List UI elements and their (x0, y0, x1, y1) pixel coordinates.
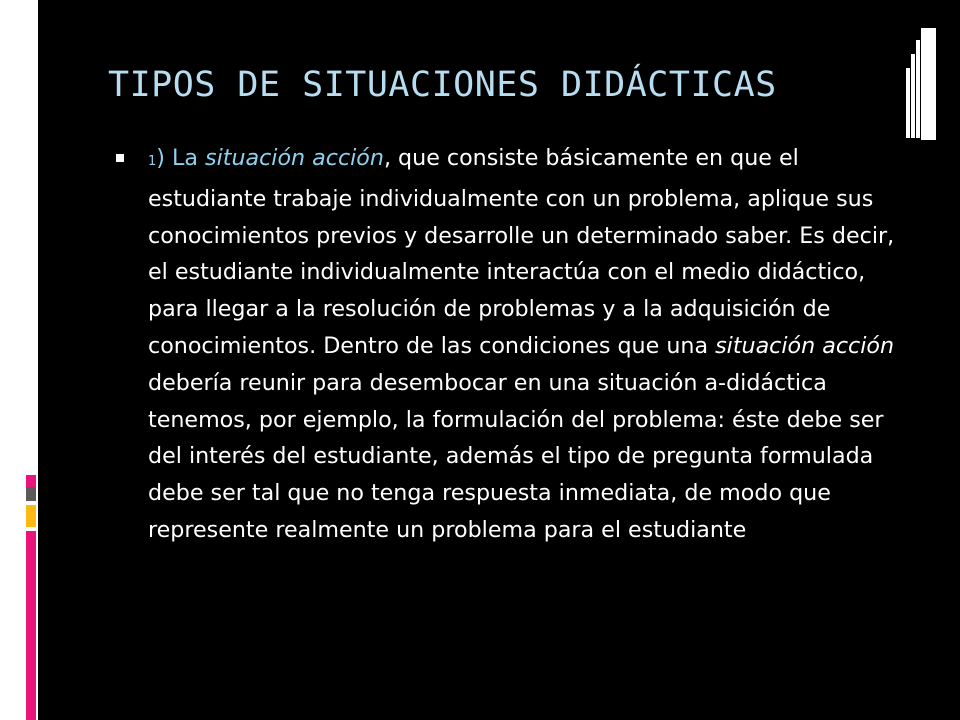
item-lead: La (164, 145, 206, 171)
item-number: 1 (148, 154, 157, 169)
pink-stripe-bottom (26, 531, 36, 720)
body-text: , que consiste básicamente en que el estudiante trabaje individualmente con un problema, aplique sus conocimientos previos y desarrolle un determinado saber. Es decir, el estudiante individualmente interactúa con el medio didáctico, para llegar a la resolución de problemas y a la adquisición de conocimientos. Dentro de las condiciones que una (148, 145, 895, 359)
gray-stripe (26, 487, 36, 501)
emphasized-term-2: situación acción (715, 332, 895, 359)
yellow-stripe (26, 505, 36, 527)
list-item (108, 140, 898, 549)
square-bullet-icon (116, 154, 124, 162)
body-text-2: debería reunir para desembocar en una situación a-didáctica tenemos, por ejemplo, la formulación del problema: éste debe ser del interés del estudiante, además el tipo de pregunta formulada debe ser tal que no tenga respuesta inmediata, de modo que represente realmente un problema para el estudiante (148, 369, 884, 543)
bullet-list (108, 140, 898, 549)
stacked-pages-icon (902, 28, 936, 140)
emphasized-term: situación acción (205, 145, 384, 171)
sidebar-decoration (0, 0, 38, 720)
item-number-paren: ) (156, 145, 165, 171)
slide-title: TIPOS DE SITUACIONES DIDÁCTICAS (108, 65, 777, 105)
pink-stripe-top (26, 475, 36, 487)
